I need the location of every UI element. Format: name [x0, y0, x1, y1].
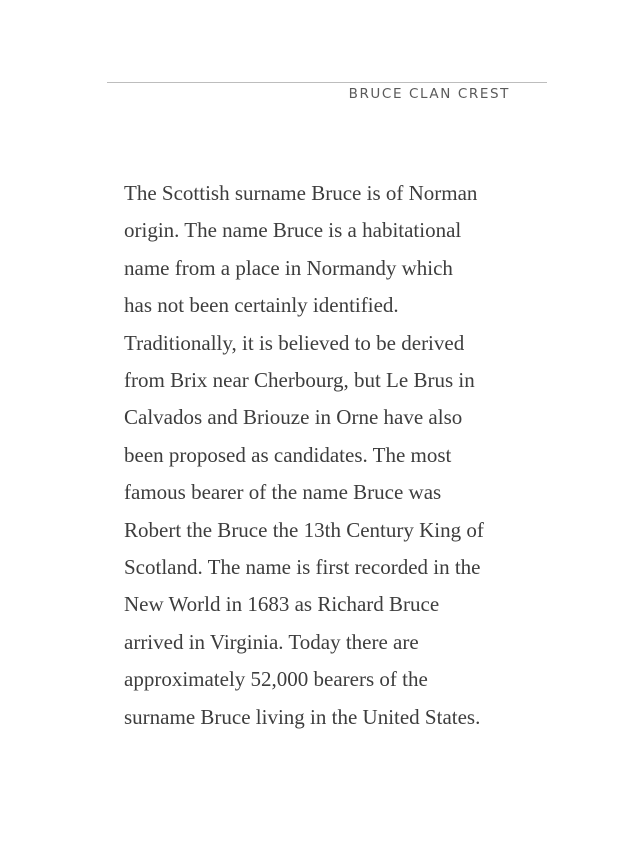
- paragraph-line: from Brix near Cherbourg, but Le Brus in: [124, 368, 475, 393]
- paragraph-line: has not been certainly identified.: [124, 293, 399, 318]
- header-divider: [107, 82, 547, 83]
- page-header-title: BRUCE CLAN CREST: [348, 86, 510, 102]
- paragraph-line: The Scottish surname Bruce is of Norman: [124, 181, 478, 205]
- paragraph-line: Robert the Bruce the 13th Century King of: [124, 517, 484, 542]
- article-paragraph: [124, 175, 544, 736]
- paragraph-line: approximately 52,000 bearers of the: [124, 667, 428, 692]
- paragraph-line: New World in 1683 as Richard Bruce: [124, 592, 440, 617]
- paragraph-line: been proposed as candidates. The most: [124, 442, 452, 467]
- paragraph-line: surname Bruce living in the United States.: [124, 704, 481, 729]
- paragraph-line: origin. The name Bruce is a habitational: [124, 218, 462, 243]
- paragraph-line: Traditionally, it is believed to be derived: [124, 330, 465, 355]
- paragraph-line: Scotland. The name is first recorded in the: [124, 555, 481, 580]
- paragraph-line: arrived in Virginia. Today there are: [124, 629, 419, 654]
- paragraph-line: famous bearer of the name Bruce was: [124, 480, 442, 505]
- paragraph-line: Calvados and Briouze in Orne have also: [124, 405, 463, 430]
- paragraph-line: name from a place in Normandy which: [124, 255, 453, 280]
